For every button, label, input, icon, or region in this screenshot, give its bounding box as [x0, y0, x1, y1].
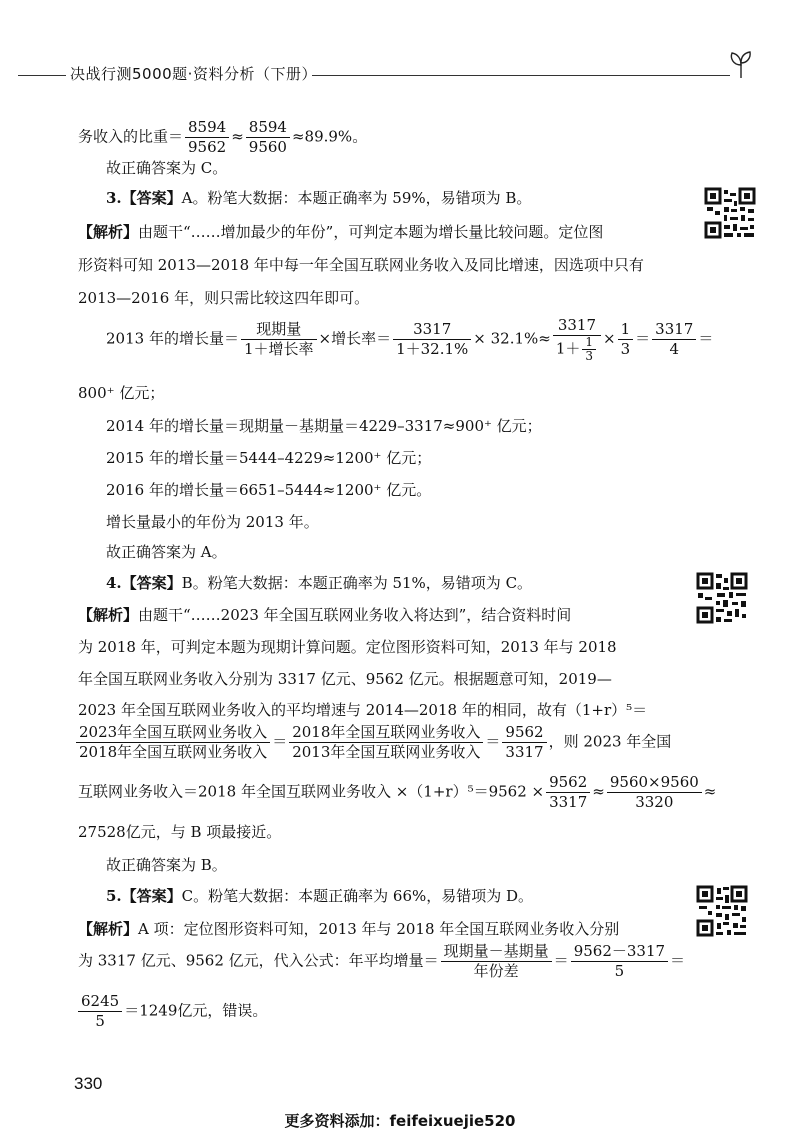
growth-2016: 2016 年的增长量＝6651–5444≈1200⁺ 亿元。	[106, 481, 432, 499]
equals-sign: ＝	[670, 951, 686, 970]
fraction	[441, 942, 552, 981]
growth-formula-2013	[106, 316, 713, 363]
answer-text: C。粉笔大数据：本题正确率为 66%，易错项为 D。	[181, 887, 534, 905]
header-rule-right	[312, 75, 730, 76]
numerator: 3317	[553, 316, 601, 336]
fraction	[289, 723, 483, 762]
q4-answer	[106, 573, 532, 593]
denominator: 3	[585, 349, 594, 363]
denominator: 1＋增长率	[243, 340, 314, 358]
numerator: 9560×9560	[607, 773, 702, 793]
min-growth-year: 增长量最小的年份为 2013 年。	[106, 513, 319, 531]
formula-prefix: 2013 年的增长量＝	[106, 329, 239, 348]
ratio-prefix: 务收入的比重＝	[78, 127, 184, 146]
numerator: 6245	[78, 992, 122, 1012]
approx-sign: ≈	[231, 127, 244, 146]
analysis-text: 由题干“……增加最少的年份”，可判定本题为增长量比较问题。定位图	[138, 223, 604, 241]
numerator: 3317	[652, 320, 696, 340]
denominator: 年份差	[473, 962, 519, 980]
analysis-label: 【解析】	[78, 223, 139, 241]
growth-2013-result: 800⁺ 亿元；	[78, 384, 165, 402]
q4-analysis-1	[78, 605, 571, 625]
equals-sign: ＝	[553, 951, 569, 970]
q3-analysis-2: 形资料可知 2013—2018 年中每一年全国互联网业务收入及同比增速，因选项中只有	[78, 256, 644, 274]
fraction	[76, 723, 270, 762]
answer-label: 5.【答案】	[106, 887, 182, 905]
equals-sign: ＝	[698, 329, 714, 348]
fraction	[607, 773, 702, 812]
fraction	[553, 316, 601, 363]
header-rule-left	[18, 75, 66, 76]
fraction	[571, 942, 668, 981]
answer-line: 故正确答案为 C。	[106, 159, 228, 177]
numerator: 9562－3317	[571, 942, 668, 962]
nested-fraction	[582, 336, 596, 363]
formula-prefix: 互联网业务收入＝2018 年全国互联网业务收入 ×（1+r）⁵＝9562 ×	[78, 782, 545, 801]
denominator: 3	[620, 340, 631, 358]
fraction	[241, 320, 317, 359]
q4-analysis-2: 为 2018 年，可判定本题为现期计算问题。定位图形资料可知，2013 年与 2018	[78, 638, 617, 656]
analysis-text: A 项：定位图形资料可知，2013 年与 2018 年全国互联网业务收入分别	[138, 920, 620, 938]
denominator: 5	[95, 1012, 105, 1030]
fraction	[546, 773, 590, 812]
q5-answer	[106, 886, 533, 906]
denominator-text: 1＋	[555, 339, 581, 358]
denominator: 9560	[248, 138, 287, 156]
q4-analysis-4: 2023 年全国互联网业务收入的平均增速与 2014—2018 年的相同，故有（1+r）⁵＝	[78, 701, 648, 719]
numerator: 1	[618, 320, 634, 340]
ratio-suffix: ≈89.9%。	[291, 127, 368, 146]
q5-analysis-1	[78, 919, 619, 939]
answer-text: A。粉笔大数据：本题正确率为 59%，易错项为 B。	[181, 189, 532, 207]
numerator: 2023年全国互联网业务收入	[76, 723, 270, 743]
numerator: 8594	[246, 118, 290, 138]
numerator: 3317	[393, 320, 471, 340]
q3-analysis-3: 2013—2016 年，则只需比较这四年即可。	[78, 289, 370, 307]
q3-analysis-1	[78, 222, 603, 242]
denominator: 2018年全国互联网业务收入	[79, 743, 268, 761]
growth-rate-equation	[74, 723, 671, 762]
qr-code-icon	[704, 187, 756, 239]
q4-analysis-3: 年全国互联网业务收入分别为 3317 亿元、9562 亿元。根据题意可知，2019—	[78, 670, 612, 688]
revenue-2023-result: 27528亿元，与 B 项最接近。	[78, 823, 282, 841]
equals-sign: ＝	[485, 732, 501, 751]
denominator: 9562	[188, 138, 227, 156]
running-header	[0, 58, 800, 88]
analysis-text: 由题干“……2023 年全国互联网业务收入将达到”，结合资料时间	[138, 606, 572, 624]
approx-sign: ≈	[592, 782, 605, 801]
fraction	[618, 320, 634, 359]
answer-line: 故正确答案为 B。	[106, 856, 227, 874]
denominator: 4	[669, 340, 680, 358]
numerator: 9562	[502, 723, 546, 743]
avg-increment-equation	[78, 942, 685, 981]
sprout-icon	[728, 50, 754, 80]
growth-2014: 2014 年的增长量＝现期量－基期量＝4229–3317≈900⁺ 亿元；	[106, 417, 542, 435]
fraction	[246, 118, 290, 157]
growth-2015: 2015 年的增长量＝5444–4229≈1200⁺ 亿元；	[106, 449, 432, 467]
answer-line: 故正确答案为 A。	[106, 543, 227, 561]
fraction	[502, 723, 546, 762]
ratio-line	[78, 118, 367, 157]
numerator: 9562	[546, 773, 590, 793]
answer-text: B。粉笔大数据：本题正确率为 51%，易错项为 C。	[181, 574, 533, 592]
denominator: 1＋32.1%	[396, 340, 469, 358]
result-text: ＝1249亿元，错误。	[124, 1001, 268, 1020]
formula-text: ×增长率＝	[318, 329, 392, 348]
denominator: 3317	[549, 793, 588, 811]
revenue-2023-equation	[78, 773, 716, 812]
numerator: 2018年全国互联网业务收入	[289, 723, 483, 743]
fraction	[78, 992, 122, 1031]
approx-sign: ≈	[703, 782, 717, 801]
answer-label: 4.【答案】	[106, 574, 182, 592]
denominator: 2013年全国互联网业务收入	[292, 743, 481, 761]
times-sign: ×	[603, 329, 616, 348]
denominator	[553, 336, 601, 363]
formula-prefix: 为 3317 亿元、9562 亿元，代入公式：年平均增量＝	[78, 951, 439, 970]
numerator: 现期量－基期量	[441, 942, 552, 962]
numerator: 8594	[185, 118, 229, 138]
footer-note: 更多资料添加：feifeixuejie520	[284, 1112, 516, 1130]
denominator: 5	[614, 962, 625, 980]
denominator: 3320	[635, 793, 674, 811]
qr-code-icon	[696, 885, 748, 937]
analysis-label: 【解析】	[78, 920, 139, 938]
equals-sign: ＝	[635, 329, 651, 348]
header-title: 决战行测5000题·资料分析（下册）	[70, 65, 317, 83]
fraction	[652, 320, 696, 359]
formula-text: ，则 2023 年全国	[548, 732, 672, 751]
avg-increment-result	[76, 992, 267, 1031]
fraction	[185, 118, 229, 157]
analysis-label: 【解析】	[78, 606, 139, 624]
q3-answer	[106, 188, 531, 208]
numerator: 1	[582, 336, 596, 350]
equals-sign: ＝	[272, 732, 288, 751]
fraction	[393, 320, 471, 359]
formula-text: × 32.1%≈	[473, 329, 551, 348]
page-number: 330	[74, 1074, 103, 1093]
answer-label: 3.【答案】	[106, 189, 182, 207]
qr-code-icon	[696, 572, 748, 624]
denominator: 3317	[505, 743, 544, 761]
numerator: 现期量	[241, 320, 317, 340]
